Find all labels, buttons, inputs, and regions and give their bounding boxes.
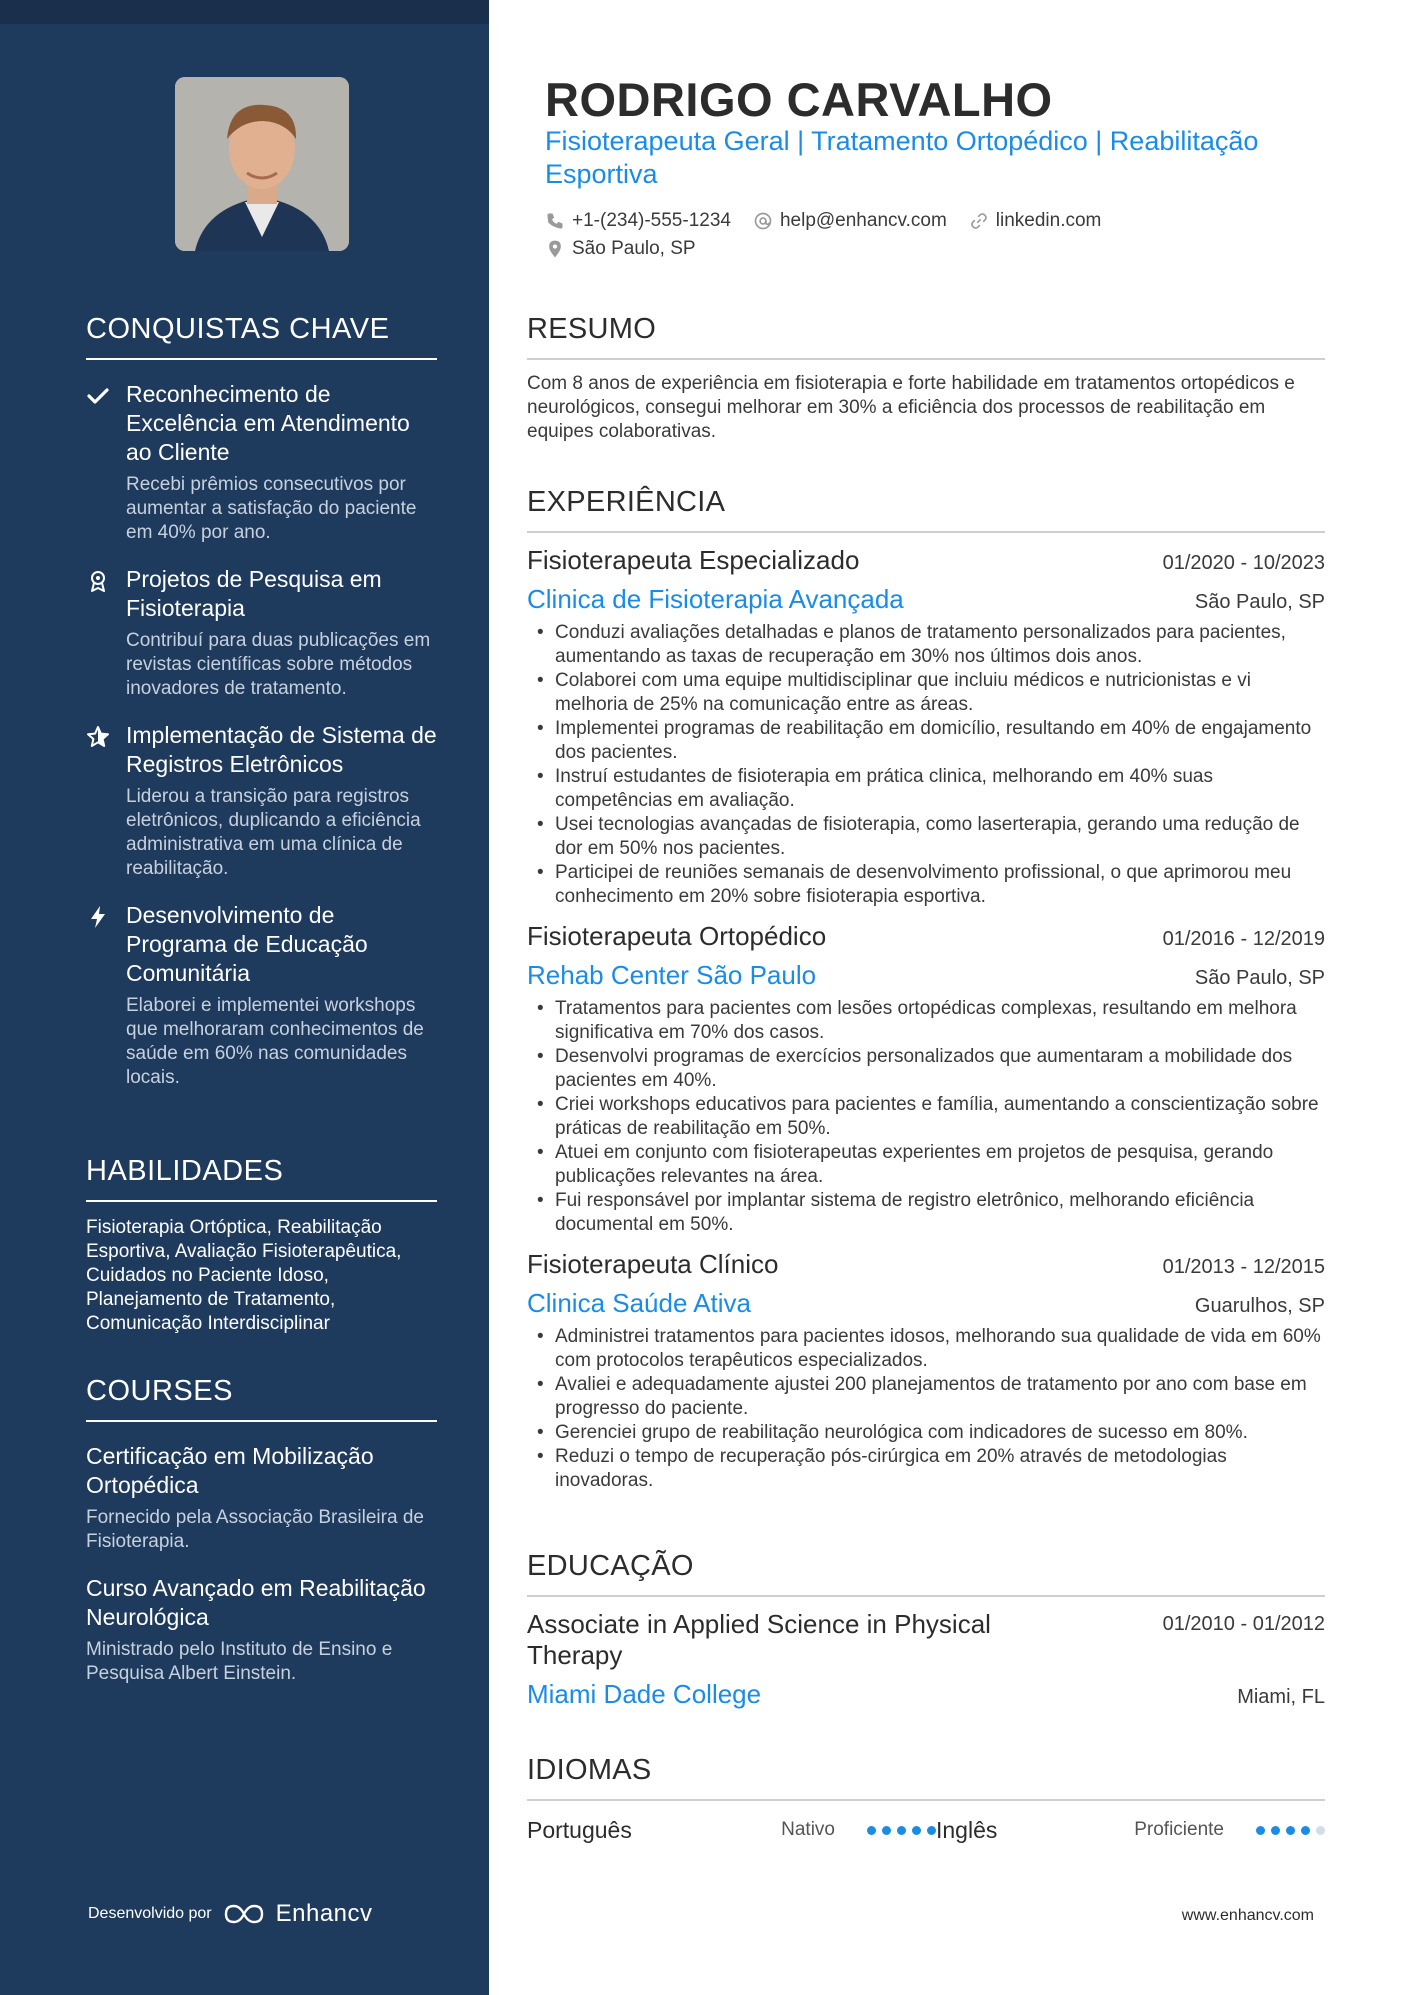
job-bullet: • Colaborei com uma equipe multidisciplinar que incluiu médicos e nutricionistas e vi melhoria de 25% na comunicação entre as áreas. (527, 669, 1325, 717)
summary-section (527, 313, 1325, 444)
rating-dot-filled (897, 1826, 906, 1835)
email-text: help@enhancv.com (779, 210, 947, 231)
language-item (936, 1817, 1325, 1844)
job-bullet: • Desenvolvi programas de exercícios personalizados que aumentaram a mobilidade dos pacientes em 40%. (527, 1045, 1325, 1093)
languages-title: IDIOMAS (527, 1754, 1325, 1801)
job-bullets (527, 997, 1325, 1237)
achievement-item (86, 901, 437, 1090)
phone-text: +1-(234)-555-1234 (572, 210, 731, 231)
skills-list: Fisioterapia Ortóptica, Reabilitação Esportiva, Avaliação Fisioterapêutica, Cuidados no Paciente Idoso, Planejamento de Tratamento, Comunicação Interdisciplinar (86, 1217, 402, 1334)
course-item (86, 1442, 437, 1554)
job-bullet: • Gerenciei grupo de reabilitação neurológica com indicadores de sucesso em 80%. (527, 1421, 1325, 1445)
email-contact[interactable] (753, 210, 947, 232)
job-company: Clinica de Fisioterapia Avançada (527, 584, 904, 614)
achievement-desc: Contribuí para duas publicações em revistas científicas sobre métodos inovadores de tratamento. (126, 630, 431, 699)
rating-dot-filled (1301, 1826, 1310, 1835)
contact-info (545, 207, 1245, 263)
job-entry (527, 921, 1325, 1237)
enhancv-logo-icon (222, 1902, 266, 1926)
job-role: Fisioterapeuta Clínico (527, 1249, 779, 1279)
education-school: Miami Dade College (527, 1679, 762, 1709)
job-bullets (527, 1325, 1325, 1493)
check-icon (86, 384, 110, 408)
job-entry (527, 545, 1325, 909)
rating-dot-filled (1271, 1826, 1280, 1835)
bolt-icon (86, 905, 110, 929)
job-bullet: • Administrei tratamentos para pacientes idosos, melhorando sua qualidade de vida em 60% com protocolos terapêuticos especializados. (527, 1325, 1325, 1373)
award-icon (86, 569, 110, 593)
job-role: Fisioterapeuta Especializado (527, 545, 860, 575)
candidate-headline: Fisioterapeuta Geral | Tratamento Ortopédico | Reabilitação Esportiva (545, 126, 1259, 189)
language-rating (1256, 1826, 1325, 1835)
achievement-title: Projetos de Pesquisa em Fisioterapia (126, 566, 382, 621)
job-dates: 01/2020 - 10/2023 (1162, 552, 1325, 574)
language-item (527, 1817, 936, 1844)
rating-dot-filled (927, 1826, 936, 1835)
job-location: São Paulo, SP (1194, 591, 1325, 613)
phone-icon (545, 211, 565, 231)
skills-section (86, 1155, 437, 1336)
linkedin-contact[interactable] (969, 210, 1102, 232)
location-contact (545, 238, 696, 260)
location-pin-icon (545, 239, 565, 259)
achievements-title: CONQUISTAS CHAVE (86, 313, 437, 360)
rating-dot-filled (882, 1826, 891, 1835)
job-location: Guarulhos, SP (1194, 1295, 1325, 1317)
language-rating (867, 1826, 936, 1835)
summary-title: RESUMO (527, 313, 1325, 360)
job-location: São Paulo, SP (1194, 967, 1325, 989)
sidebar-top-strip (0, 0, 489, 24)
job-company: Rehab Center São Paulo (527, 960, 817, 990)
linkedin-text: linkedin.com (995, 210, 1102, 231)
achievements-section (86, 313, 437, 1090)
job-bullet: • Implementei programas de reabilitação em domicílio, resultando em 40% de engajamento dos pacientes. (527, 717, 1325, 765)
link-icon (969, 211, 989, 231)
achievement-title: Reconhecimento de Excelência em Atendimento ao Cliente (126, 381, 410, 465)
job-bullet: • Participei de reuniões semanais de desenvolvimento profissional, o que aprimorou meu conhecimento em 20% sobre fisioterapia esportiva. (527, 861, 1325, 909)
language-name: Português (527, 1816, 632, 1843)
job-bullet: • Instruí estudantes de fisioterapia em prática clinica, melhorando em 40% suas competências em avaliação. (527, 765, 1325, 813)
footer-site[interactable]: www.enhancv.com (1181, 1907, 1314, 1924)
job-bullet: • Conduzi avaliações detalhadas e planos de tratamento personalizados para pacientes, aumentando as taxas de recuperação em 30% nos últimos dois anos. (527, 621, 1325, 669)
summary-text: Com 8 anos de experiência em fisioterapia e forte habilidade em tratamentos ortopédicos e neurológicos, consegui melhorar em 30% a eficiência dos processos de reabilitação em equipes colaborativas. (527, 373, 1295, 442)
footer-branding (88, 1900, 373, 1928)
rating-dot-filled (1286, 1826, 1295, 1835)
profile-photo (175, 77, 349, 251)
job-role: Fisioterapeuta Ortopédico (527, 921, 827, 951)
achievement-item (86, 721, 437, 881)
star-icon (86, 725, 110, 749)
at-icon (753, 211, 773, 231)
skills-title: HABILIDADES (86, 1155, 437, 1202)
courses-title: COURSES (86, 1375, 437, 1422)
education-entry (527, 1609, 1325, 1710)
job-bullet: • Criei workshops educativos para pacientes e família, aumentando a conscientização sobre práticas de reabilitação em 50%. (527, 1093, 1325, 1141)
phone-contact[interactable] (545, 210, 731, 232)
candidate-name: RODRIGO CARVALHO (545, 73, 1053, 126)
education-dates: 01/2010 - 01/2012 (1162, 1613, 1325, 1635)
course-title: Certificação em Mobilização Ortopédica (86, 1443, 374, 1498)
job-bullet: • Avaliei e adequadamente ajustei 200 planejamentos de tratamento por ano com base em progresso do paciente. (527, 1373, 1325, 1421)
rating-dot-filled (1256, 1826, 1265, 1835)
course-title: Curso Avançado em Reabilitação Neurológica (86, 1575, 426, 1630)
rating-dot-filled (867, 1826, 876, 1835)
job-bullet: • Tratamentos para pacientes com lesões ortopédicas complexas, resultando em melhora significativa em 70% dos casos. (527, 997, 1325, 1045)
job-entry (527, 1249, 1325, 1493)
education-title: EDUCAÇÃO (527, 1550, 1325, 1597)
job-company: Clinica Saúde Ativa (527, 1288, 752, 1318)
education-location: Miami, FL (1237, 1686, 1325, 1708)
job-bullet: • Atuei em conjunto com fisioterapeutas experientes em projetos de pesquisa, gerando publicações relevantes na área. (527, 1141, 1325, 1189)
experience-section (527, 486, 1325, 1493)
rating-dot-filled (912, 1826, 921, 1835)
experience-title: EXPERIÊNCIA (527, 486, 1325, 533)
languages-section (527, 1754, 1325, 1847)
location-text: São Paulo, SP (572, 238, 696, 259)
course-desc: Ministrado pelo Instituto de Ensino e Pesquisa Albert Einstein. (86, 1639, 393, 1684)
sidebar (0, 0, 489, 1995)
education-degree: Associate in Applied Science in Physical Therapy (527, 1609, 991, 1670)
job-bullets (527, 621, 1325, 909)
achievement-desc: Elaborei e implementei workshops que melhoraram conhecimentos de saúde em 60% nas comunidades locais. (126, 995, 424, 1088)
brand-name: Enhancv (275, 1900, 373, 1927)
achievement-desc: Liderou a transição para registros eletrônicos, duplicando a eficiência administrativa em uma clínica de reabilitação. (126, 786, 421, 879)
developed-by-label: Desenvolvido por (88, 1905, 212, 1922)
job-dates: 01/2013 - 12/2015 (1162, 1256, 1325, 1278)
language-level: Nativo (781, 1819, 835, 1840)
achievement-item (86, 380, 437, 545)
language-level: Proficiente (1134, 1819, 1224, 1840)
course-desc: Fornecido pela Associação Brasileira de Fisioterapia. (86, 1507, 424, 1552)
achievement-item (86, 565, 437, 701)
achievement-title: Implementação de Sistema de Registros Eletrônicos (126, 722, 437, 777)
job-bullet: • Reduzi o tempo de recuperação pós-cirúrgica em 20% através de metodologias inovadoras. (527, 1445, 1325, 1493)
achievement-desc: Recebi prêmios consecutivos por aumentar a satisfação do paciente em 40% por ano. (126, 474, 417, 543)
rating-dot-empty (1316, 1826, 1325, 1835)
courses-section (86, 1375, 437, 1686)
job-bullet: • Usei tecnologias avançadas de fisioterapia, como laserterapia, gerando uma redução de dor em 50% nos pacientes. (527, 813, 1325, 861)
achievement-title: Desenvolvimento de Programa de Educação Comunitária (126, 902, 368, 986)
language-name: Inglês (936, 1816, 998, 1843)
job-dates: 01/2016 - 12/2019 (1162, 928, 1325, 950)
education-section (527, 1550, 1325, 1710)
course-item (86, 1574, 437, 1686)
job-bullet: • Fui responsável por implantar sistema de registro eletrônico, melhorando eficiência documental em 50%. (527, 1189, 1325, 1237)
